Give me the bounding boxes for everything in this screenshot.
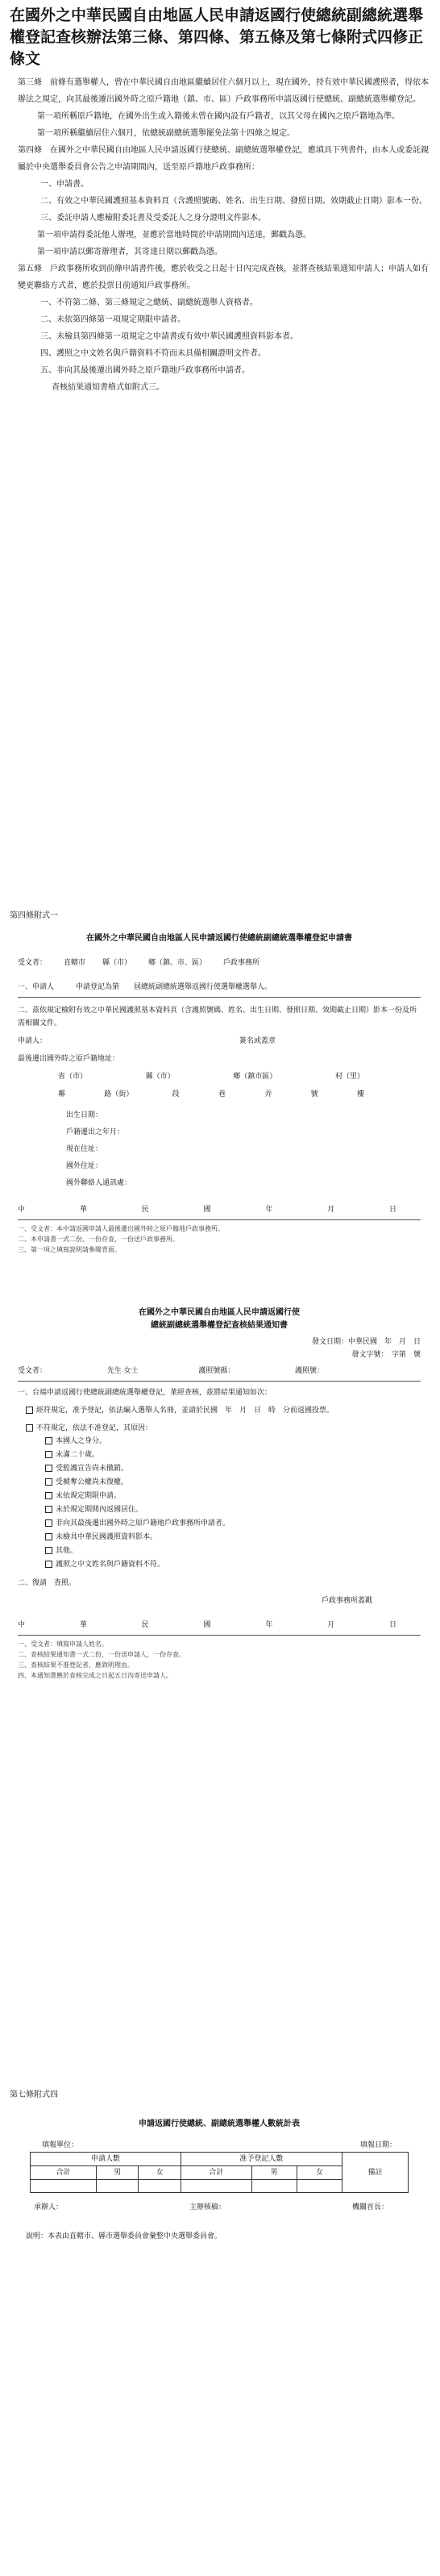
closing-line: 二、復請 查照。 (18, 1579, 77, 1587)
date-char: 月 (327, 1206, 335, 1214)
address-label: 最後遷出國外時之原戶籍地址： (18, 1055, 120, 1063)
date-char: 年 (265, 1206, 273, 1214)
article-item: 五、非向其最後遷出國外時之原戶籍地戶政事務所申請者。 (40, 366, 250, 375)
checkbox[interactable] (45, 1561, 52, 1568)
reason-label: 未滿二十歲。 (56, 1451, 100, 1459)
result-intro: 一、台端申請返國行使總統副總統選舉權登記，業經查核，茲將結果通知如次： (18, 1389, 272, 1397)
address-part: 鄉（鎮市區） (233, 1073, 277, 1081)
checkbox[interactable] (45, 1533, 52, 1540)
law-text (10, 74, 430, 396)
article-4 (10, 142, 430, 176)
note-line: 三、第一項之填寫說明請參閱背面。 (18, 1246, 121, 1253)
checkbox[interactable] (45, 1478, 52, 1486)
reason-label: 受監護宣告尚未撤銷。 (56, 1465, 129, 1473)
table-header: 准予登記人數 (181, 2153, 342, 2166)
table-subheader: 女 (139, 2166, 181, 2180)
table-header: 申請人數 (31, 2153, 181, 2166)
address-part: 省（市） (58, 1073, 88, 1081)
option-label: 經符規定，准予登記，依法編入選舉人名冊，並請於民國 年 月 日 時 分前返國投票。 (36, 1407, 334, 1415)
recipient-part: 縣（市） (102, 959, 131, 967)
passport-label: 護照號： (294, 1367, 324, 1375)
article-item: 四、護照之中文姓名與戶籍資料不符而未具備相關證明文件者。 (40, 349, 266, 358)
form-title: 總統副總統選舉權登記查核結果通知書 (151, 1321, 288, 1330)
recipient-label: 受文者： (18, 1367, 48, 1375)
reason-label: 未於規定期間內返國居住。 (56, 1506, 143, 1514)
form-notes (18, 1223, 421, 1255)
divider (18, 1219, 421, 1220)
checkbox[interactable] (45, 1506, 52, 1513)
article-item: 三、未檢具第四條第一項規定之申請書或有效中華民國護照資料影本者。 (40, 332, 298, 341)
reason-item[interactable] (45, 1476, 421, 1490)
address-part: 縣（市） (145, 1073, 175, 1081)
report-date-label: 填報日期： (359, 2141, 396, 2149)
date-char: 月 (327, 1621, 335, 1629)
form-label: 第七條附式四 (10, 2090, 58, 2099)
table-header: 備註 (342, 2153, 408, 2193)
option-label: 不符規定，依法不准登記，其原因： (36, 1424, 153, 1432)
article-5 (10, 261, 430, 294)
application-line: 二、茲依規定檢附有效之中華民國護照基本資料頁（含護照號碼、姓名、出生日期、發照日期、效期截止日期）影本一份及所需相關文件。 (18, 1007, 417, 1027)
field-current-address: 現在住址： (66, 1145, 103, 1153)
article-3 (10, 74, 430, 108)
option-rejected[interactable] (18, 1422, 421, 1435)
table-subheader: 女 (297, 2166, 342, 2180)
applicant-fields (66, 1107, 421, 1192)
form-title: 申請返國行使總統、副總統選舉權人數統計表 (139, 2120, 300, 2128)
field-birth-date: 出生日期： (66, 1111, 103, 1119)
article-body: 在國外之中華民國自由地區人民申請返國行使總統、副總統選舉權登記，應填具下列書件，由本人或委託親屬於中央選舉委員會公告之申請期間內，送至原戶籍地戶政事務所： (18, 146, 429, 172)
article-paragraph: 第一項申請得委託他人辦理，並應於當地時間於申請期間內送達，郵戳為憑。 (37, 231, 311, 240)
form-statistics (10, 2089, 421, 2243)
article-item: 一、申請書。 (40, 180, 89, 189)
article-paragraph: 第一項所稱原戶籍地，在國外出生或入籍後未曾在國內設有戶籍者，以其父母在國內之原戶籍地為準。 (37, 112, 400, 121)
meta-number: 發文字號： 字第 號 (351, 1351, 421, 1359)
divider (18, 997, 421, 998)
form-label: 第四條附式一 (10, 911, 58, 920)
checkbox[interactable] (45, 1437, 52, 1444)
table-cell[interactable] (31, 2180, 97, 2193)
table-row (31, 2153, 409, 2166)
recipient-line (18, 957, 259, 969)
table-subheader: 合計 (31, 2166, 97, 2180)
table-cell[interactable] (139, 2180, 181, 2193)
signer-label: 承辦人： (34, 2203, 64, 2211)
reason-label: 本國人之身分。 (56, 1437, 107, 1445)
applicant-label: 申請人： (18, 1037, 48, 1045)
article-label: 第四條 (18, 146, 42, 155)
option-approved[interactable] (18, 1404, 421, 1417)
honorific: 先生 女士 (106, 1367, 139, 1375)
table-subheader: 合計 (181, 2166, 251, 2180)
address-part: 村（里） (334, 1073, 364, 1081)
signer-label: 機關首長： (351, 2203, 388, 2211)
recipient-part: 鄉（鎮、市、區） (147, 959, 206, 967)
article-paragraph: 第一項申請以郵寄辦理者，其寄達日期以郵戳為憑。 (37, 248, 222, 256)
seal-label: 簽名或蓋章 (239, 1037, 276, 1045)
article-paragraph: 查核結果通知書格式如附式三。 (52, 383, 164, 392)
application-line: 一、申請人 申請登記為第 屆總統副總統選舉返國行使選舉權選舉人。 (18, 983, 272, 991)
date-char: 日 (388, 1621, 396, 1629)
note-line: 二、本申請書一式二份，一份存查，一份送戶政事務所。 (18, 1236, 179, 1243)
divider (18, 1635, 421, 1636)
article-label: 第三條 (18, 78, 42, 87)
date-char: 年 (265, 1621, 273, 1629)
recipient-label: 受文者： (18, 959, 48, 967)
signer-label: 主辦核稿： (189, 2203, 226, 2211)
reason-item[interactable] (45, 1517, 421, 1531)
article-item: 一、不符第二條、第三條規定之總統、副總統選舉人資格者。 (40, 298, 258, 307)
document-title: 在國外之中華民國自由地區人民申請返國行使總統副總統選舉權登記查核辦法第三條、第四條、第五條及第七條附式四修正條文 (10, 6, 424, 68)
article-item: 三、委託申請人應檢附委託書及受委託人之身分證明文件影本。 (40, 214, 266, 223)
date-char: 民 (141, 1621, 149, 1629)
statistics-table (30, 2152, 409, 2193)
address-part: 號 (310, 1090, 318, 1098)
date-char: 中 (18, 1621, 26, 1629)
address-parts (58, 1088, 364, 1101)
address-part: 段 (172, 1090, 180, 1098)
note-line: 一、受文者：本中請返國申請人最後遷出國外時之原戶籍地戶政事務所。 (18, 1225, 224, 1232)
checkbox[interactable] (26, 1424, 33, 1432)
applicant-line (18, 1035, 276, 1048)
form-application (10, 910, 421, 1255)
signature-line (34, 2201, 388, 2214)
address-part: 巷 (218, 1090, 226, 1098)
date-char: 日 (388, 1206, 396, 1214)
reject-reasons (18, 1435, 421, 1572)
reason-item[interactable] (45, 1544, 421, 1558)
article-label: 第五條 (18, 265, 42, 273)
date-char: 華 (79, 1206, 87, 1214)
address-part: 鄰 (58, 1090, 66, 1098)
checkbox[interactable] (45, 1492, 52, 1499)
passport-label: 護照號碼： (198, 1367, 235, 1375)
reason-item[interactable] (45, 1558, 421, 1572)
report-header (42, 2139, 396, 2152)
reason-item[interactable] (45, 1448, 421, 1462)
article-body: 戶政事務所收到前條申請書件後，應於收受之日起十日內完成查核，並將查核結果通知申請人；申請人如有變更聯絡方式者，應於投票日前通知戶政事務所。 (18, 265, 429, 290)
article-item: 二、未依第四條第一項規定期限申請者。 (40, 315, 185, 324)
reason-label: 其他。 (56, 1547, 78, 1555)
table-cell[interactable] (297, 2180, 342, 2193)
field-moveout-date: 戶籍遷出之年月： (66, 1128, 125, 1136)
field-overseas-contact: 國外聯絡人通訊處： (66, 1179, 132, 1187)
field-overseas-address: 國外住址： (66, 1162, 103, 1170)
table-subheader: 男 (251, 2166, 297, 2180)
table-cell[interactable] (181, 2180, 251, 2193)
report-unit-label: 填報單位： (42, 2141, 79, 2149)
note-line: 四、本通知書應於查核完成之日起五日內寄送申請人。 (18, 1672, 172, 1679)
reason-label: 未檢具中華民國護照資料影本。 (56, 1533, 158, 1541)
table-note: 說明：本表由直轄市、縣市選舉委員會彙整中央選舉委員會。 (26, 2232, 222, 2240)
date-char: 中 (18, 1206, 26, 1214)
form-title: 在國外之中華民國自由地區人民申請返國行使 (139, 1308, 300, 1317)
date-char: 國 (203, 1621, 211, 1629)
checkbox[interactable] (45, 1547, 52, 1554)
meta-date: 發文日期：中華民國 年 月 日 (311, 1338, 421, 1346)
note-line: 三、查核結果不准登記者，應敘明理由。 (18, 1661, 134, 1669)
checkbox[interactable] (26, 1407, 33, 1414)
form-result-notice (18, 1307, 421, 1681)
reason-item[interactable] (45, 1503, 421, 1517)
note-line: 二、查核結果通知書一式二份，一份送申請人，一份存查。 (18, 1651, 185, 1658)
reason-label: 護照之中文姓名與戶籍資料不符。 (56, 1561, 165, 1569)
office-stamp-label: 戶政事務所蓋戳 (321, 1597, 372, 1605)
date-line (18, 1203, 396, 1216)
reason-item[interactable] (45, 1490, 421, 1503)
article-paragraph: 第一項所稱繼續居住六個月，依總統副總統選舉罷免法第十四條之規定。 (37, 129, 295, 138)
recipient-office: 戶政事務所 (222, 959, 259, 967)
address-part: 路（街） (104, 1090, 134, 1098)
checkbox[interactable] (45, 1519, 52, 1527)
reason-item[interactable] (45, 1531, 421, 1544)
reason-item[interactable] (45, 1462, 421, 1476)
table-cell[interactable] (251, 2180, 297, 2193)
recipient-part: 直轄市 (63, 959, 85, 967)
reason-label: 受褫奪公權尚未復權。 (56, 1478, 129, 1486)
date-line (18, 1619, 396, 1632)
address-part: 弄 (264, 1090, 272, 1098)
checkbox[interactable] (45, 1465, 52, 1472)
reason-label: 未依規定期限申請。 (56, 1492, 122, 1500)
checkbox[interactable] (45, 1451, 52, 1458)
divider (18, 1381, 421, 1382)
form-title: 在國外之中華民國自由地區人民申請返國行使總統副總統選舉權登記申請書 (86, 934, 352, 943)
date-char: 民 (141, 1206, 149, 1214)
note-line: 一、受文者：填寫申請人姓名。 (18, 1640, 108, 1648)
date-char: 華 (79, 1621, 87, 1629)
reason-item[interactable] (45, 1435, 421, 1448)
address-part: 樓 (356, 1090, 364, 1098)
article-item: 二、有效之中華民國護照基本資料頁（含護照號碼、姓名、出生日期、發照日期、效期截止日期）影本一份。 (40, 197, 427, 206)
form-notes (18, 1639, 421, 1681)
article-body: 前條有選舉權人，曾在中華民國自由地區繼續居住六個月以上，現在國外，持有效中華民國護照者，得依本辦法之規定，向其最後遷出國外時之原戶籍地（鎮、市、區）戶政事務所申請返國行使總統、副總統選舉權登記。 (18, 78, 429, 104)
recipient-line (18, 1365, 324, 1378)
table-cell[interactable] (96, 2180, 138, 2193)
table-subheader: 男 (96, 2166, 138, 2180)
reason-label: 非向其最後遷出國外時之原戶籍地戶政事務所申請者。 (56, 1519, 230, 1528)
date-char: 國 (203, 1206, 211, 1214)
address-parts (58, 1070, 364, 1083)
